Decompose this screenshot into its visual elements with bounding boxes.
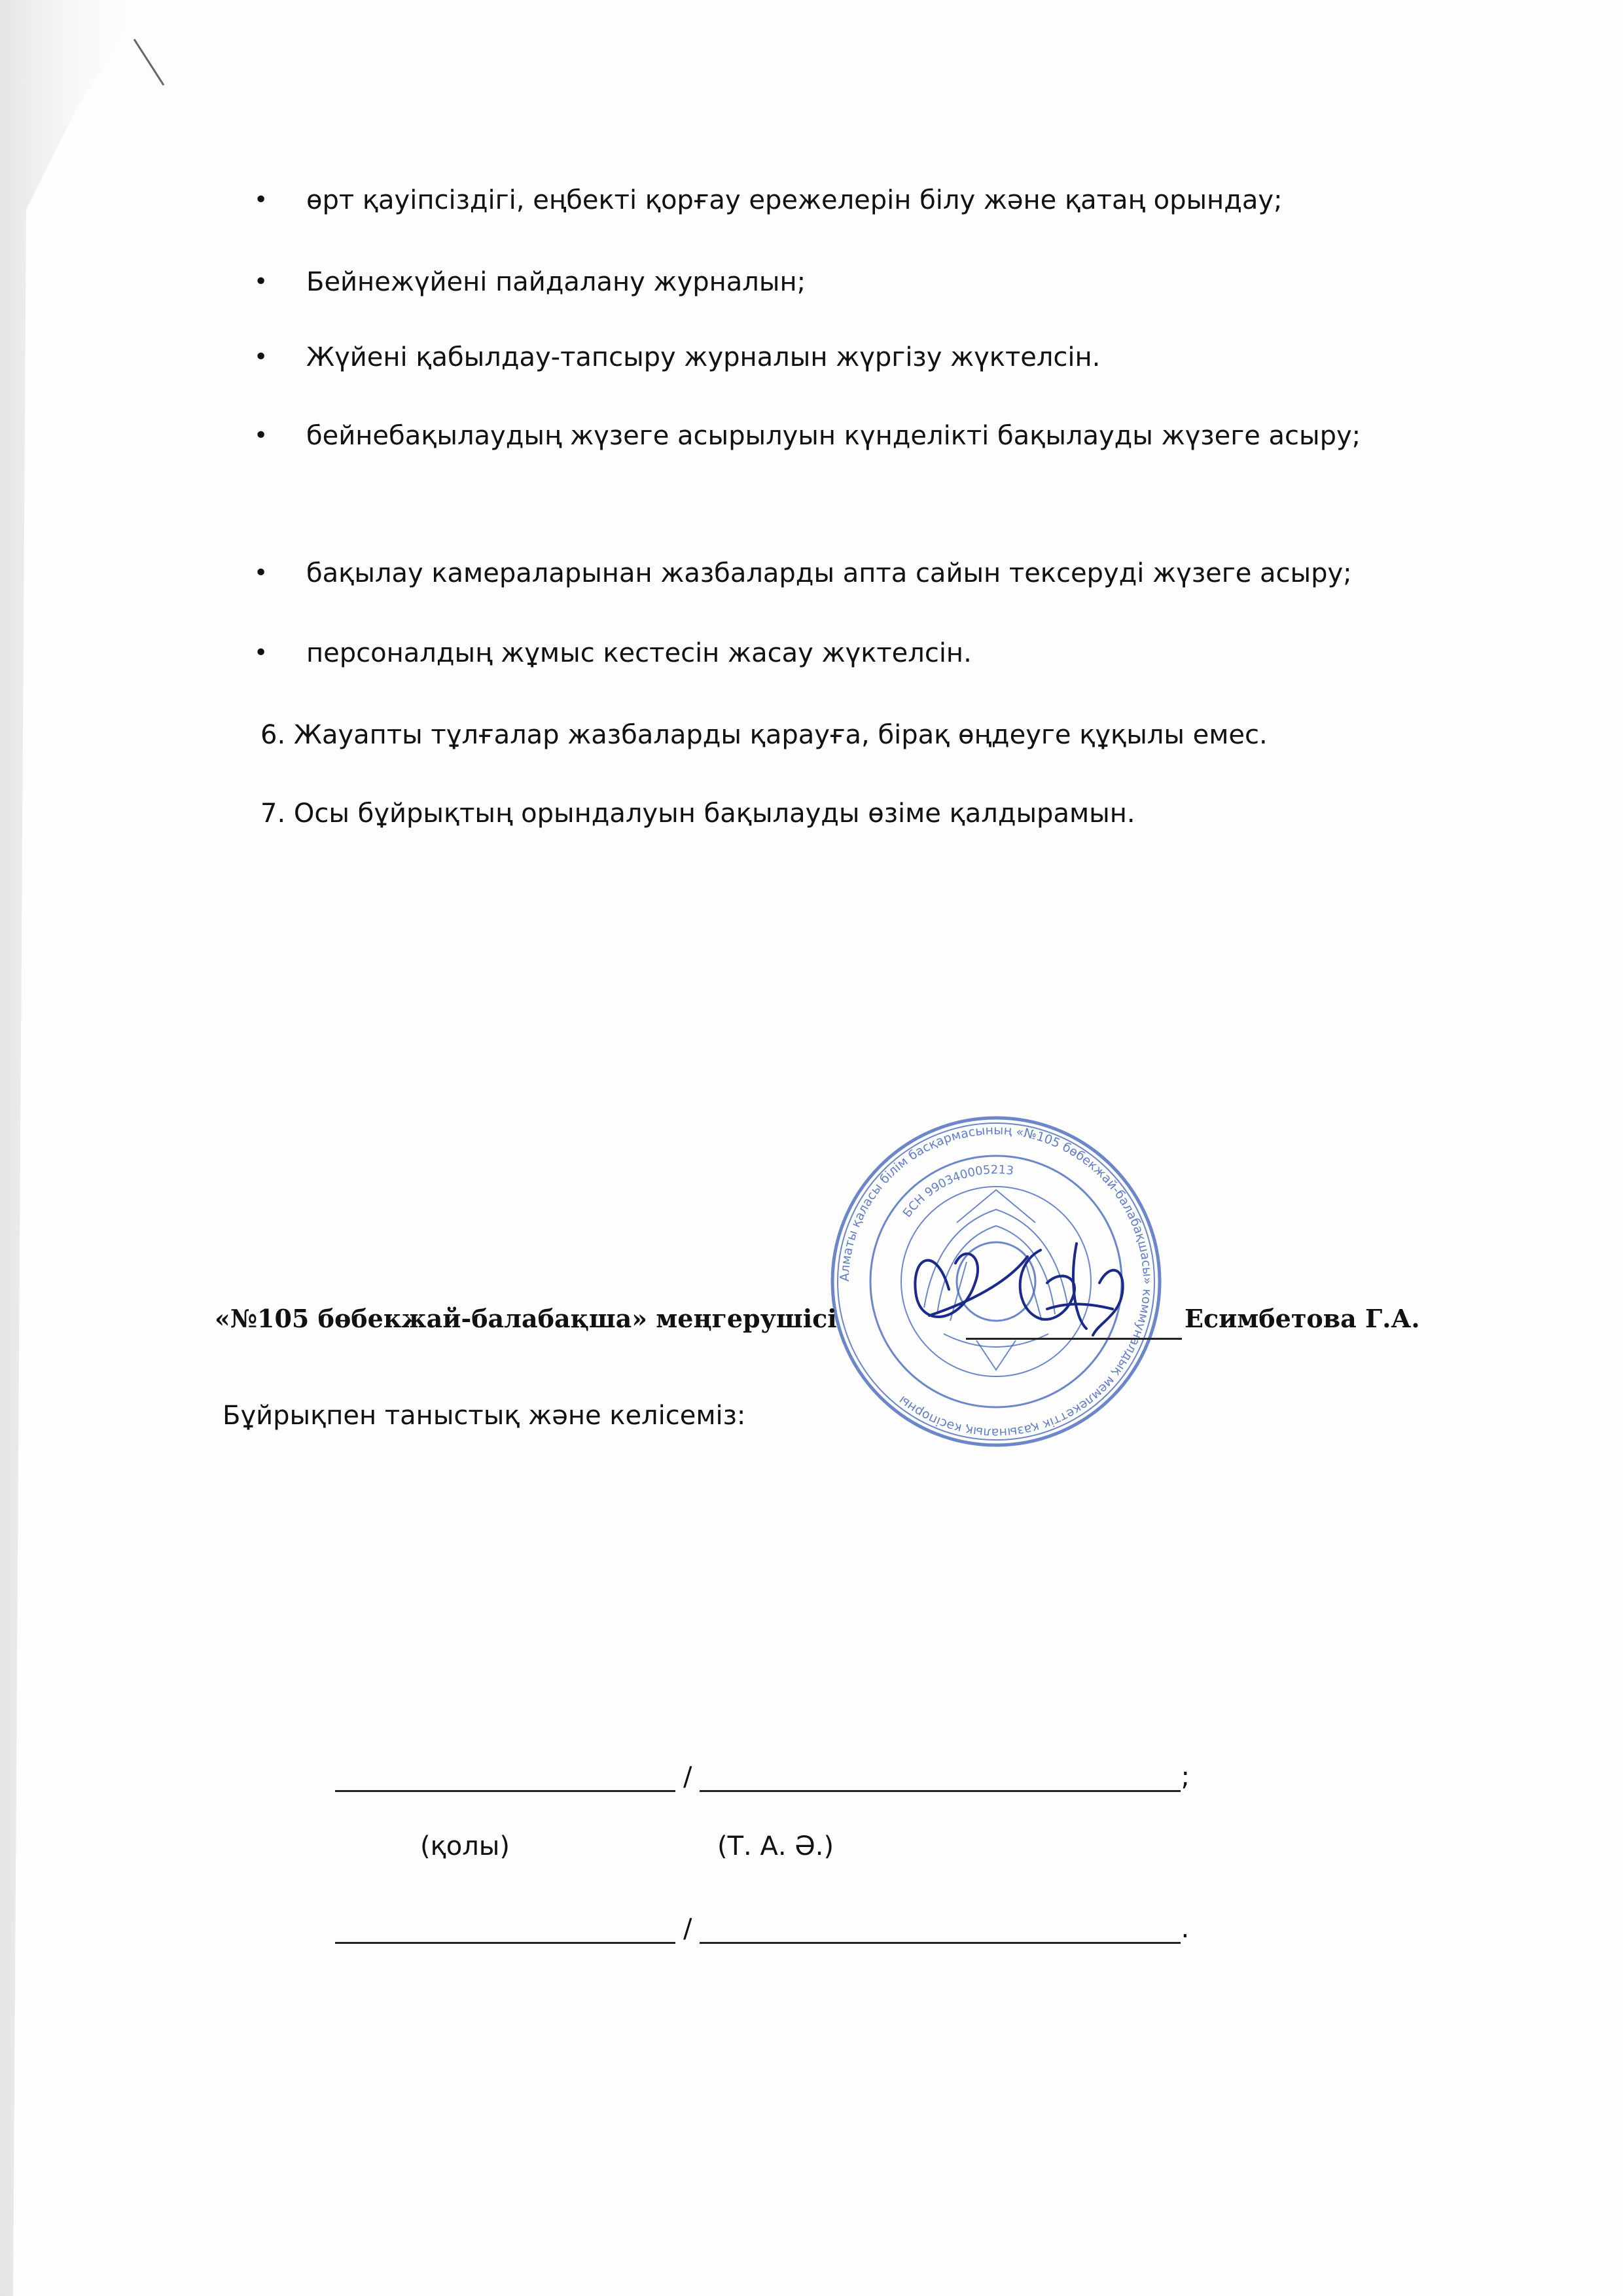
numbered-item-7: 7. Осы бұйрықтың орындалуын бақылауды өзіме қалдырамын. bbox=[260, 798, 1135, 829]
list-item: • Бейнежүйені пайдалану журналын; bbox=[254, 267, 806, 297]
list-item: • персоналдың жұмыс кестесін жасау жүктелсін. bbox=[254, 638, 972, 668]
stamp-ring-text: Алматы қаласы білім басқармасының «№105 бөбекжай-балабақшасы» коммуналдық мемлекеттік қазыналық кәсіпорны bbox=[837, 1122, 1155, 1441]
signature-entry-row bbox=[335, 1914, 1189, 1944]
list-item: • Жүйені қабылдау-тапсыру журналын жүргізу жүктелсін. bbox=[254, 342, 1101, 372]
caption-signature: (қолы) bbox=[420, 1831, 510, 1861]
slash-separator: / bbox=[683, 1762, 692, 1792]
signatory-name: Есимбетова Г.А. bbox=[1185, 1304, 1420, 1333]
stamp-bin: БСН 990340005213 bbox=[900, 1162, 1015, 1221]
list-item: • бақылау камераларынан жазбаларды апта сайын тексеруді жүзеге асыру; bbox=[254, 558, 1352, 588]
list-item: • бейнебақылаудың жүзеге асырылуын күнделікті бақылауды жүзеге асыру; bbox=[254, 421, 1361, 451]
full-name-blank[interactable] bbox=[700, 1916, 1181, 1944]
slash-separator: / bbox=[683, 1914, 692, 1944]
caption-full-name: (Т. А. Ә.) bbox=[717, 1831, 834, 1861]
row-terminator: ; bbox=[1181, 1762, 1190, 1792]
row-terminator: . bbox=[1181, 1914, 1190, 1944]
list-item: • өрт қауіпсіздігі, еңбекті қорғау ережелерін білу және қатаң орындау; bbox=[254, 185, 1283, 215]
signature-blank[interactable] bbox=[335, 1764, 675, 1792]
signature-blank[interactable] bbox=[335, 1916, 675, 1944]
full-name-blank[interactable] bbox=[700, 1764, 1181, 1792]
acknowledgement-heading: Бұйрықпен таныстық және келісеміз: bbox=[223, 1401, 746, 1431]
signature-entry-row bbox=[335, 1762, 1190, 1792]
scan-edge-shadow bbox=[0, 0, 170, 2296]
signatory-title: «№105 бөбекжай-балабақша» меңгерушісі bbox=[215, 1304, 837, 1333]
numbered-item-6: 6. Жауапты тұлғалар жазбаларды қарауға, бірақ өңдеуге құқылы емес. bbox=[260, 720, 1268, 750]
handwritten-signature bbox=[851, 1204, 1217, 1368]
